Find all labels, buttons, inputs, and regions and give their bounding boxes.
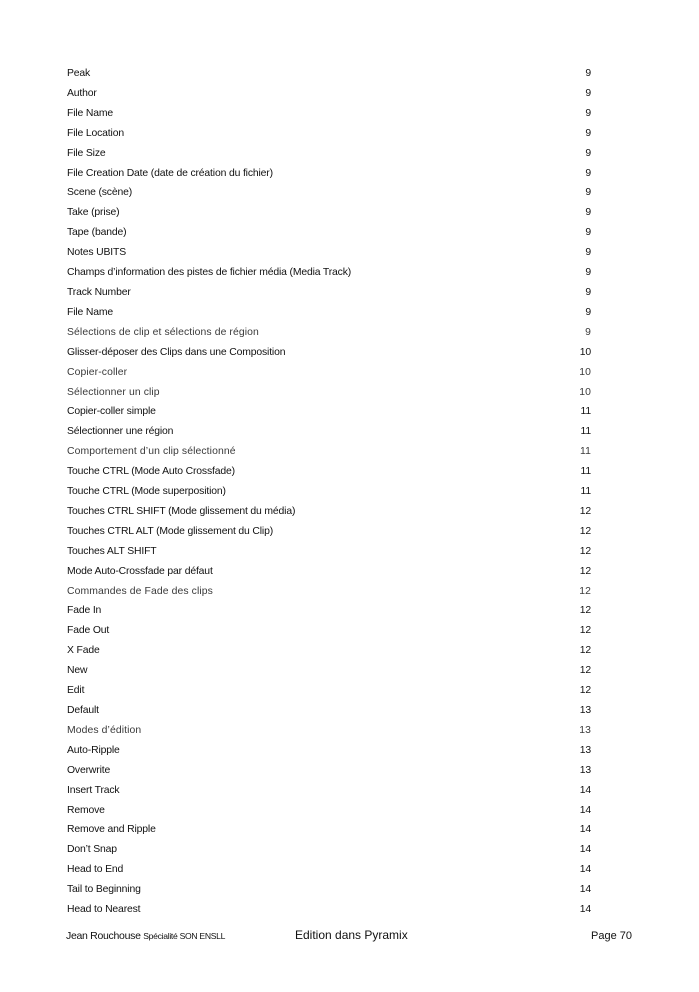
toc-entry-label: Copier-coller simple bbox=[67, 406, 156, 418]
toc-entry-label: Modes d’édition bbox=[67, 724, 142, 736]
toc-entry-page-number: 9 bbox=[585, 147, 591, 159]
toc-entry-label: Head to Nearest bbox=[67, 904, 141, 916]
toc-entry-page-number: 9 bbox=[585, 127, 591, 139]
toc-entry-label: Touche CTRL (Mode Auto Crossfade) bbox=[67, 466, 235, 478]
footer-subtitle: Spécialité SON ENSLL bbox=[143, 931, 226, 941]
toc-entry[interactable] bbox=[67, 283, 591, 303]
toc-entry-page-number: 11 bbox=[580, 426, 591, 438]
toc-entry-page-number: 14 bbox=[579, 864, 591, 876]
table-of-contents bbox=[67, 64, 591, 920]
toc-entry-label: Glisser-déposer des Clips dans une Composition bbox=[67, 346, 286, 358]
toc-entry-label: File Name bbox=[67, 306, 113, 318]
toc-entry-page-number: 11 bbox=[580, 466, 591, 478]
toc-entry-page-number: 9 bbox=[585, 286, 591, 298]
toc-entry-label: Track Number bbox=[67, 286, 131, 298]
toc-entry[interactable] bbox=[67, 820, 591, 840]
toc-entry-page-number: 12 bbox=[579, 605, 591, 617]
toc-entry[interactable] bbox=[67, 124, 591, 144]
footer-author: Jean Rouchouse bbox=[66, 930, 141, 942]
toc-entry[interactable] bbox=[67, 542, 591, 562]
toc-entry-label: Touche CTRL (Mode superposition) bbox=[67, 486, 226, 498]
toc-entry-label: Remove bbox=[67, 804, 105, 816]
toc-entry[interactable] bbox=[67, 641, 591, 661]
toc-entry-page-number: 9 bbox=[585, 68, 591, 79]
toc-entry-label: Copier-coller bbox=[67, 366, 128, 378]
footer-document-title: Edition dans Pyramix bbox=[295, 928, 408, 942]
toc-entry-label: Auto-Ripple bbox=[67, 744, 120, 756]
toc-entry-page-number: 10 bbox=[579, 366, 591, 378]
toc-entry-label: Tape (bande) bbox=[67, 227, 127, 239]
toc-entry-label: Comportement d’un clip sélectionné bbox=[67, 446, 236, 458]
toc-entry-label: X Fade bbox=[67, 645, 100, 657]
toc-entry-label: Commandes de Fade des clips bbox=[67, 585, 213, 597]
toc-entry-page-number: 14 bbox=[579, 824, 591, 836]
toc-entry-page-number: 14 bbox=[579, 844, 591, 856]
toc-entry-label: Sélectionner un clip bbox=[67, 386, 160, 398]
toc-entry[interactable] bbox=[67, 84, 591, 104]
toc-entry-label: Edit bbox=[67, 685, 85, 697]
toc-entry[interactable] bbox=[67, 323, 591, 343]
toc-entry[interactable] bbox=[67, 203, 591, 223]
toc-entry[interactable] bbox=[67, 880, 591, 900]
toc-entry-page-number: 12 bbox=[579, 685, 591, 697]
toc-entry[interactable] bbox=[67, 502, 591, 522]
toc-entry-label: File Location bbox=[67, 127, 124, 139]
toc-entry-page-number: 9 bbox=[585, 87, 591, 99]
toc-entry[interactable] bbox=[67, 303, 591, 323]
toc-entry[interactable] bbox=[67, 801, 591, 821]
toc-entry[interactable] bbox=[67, 363, 591, 383]
toc-entry-page-number: 9 bbox=[585, 227, 591, 239]
toc-entry-label: Mode Auto-Crossfade par défaut bbox=[67, 565, 213, 577]
toc-entry-label: Take (prise) bbox=[67, 207, 120, 219]
toc-entry-page-number: 12 bbox=[579, 525, 591, 537]
toc-entry-label: Sélectionner une région bbox=[67, 426, 174, 438]
toc-entry-page-number: 11 bbox=[580, 406, 591, 418]
toc-entry-page-number: 12 bbox=[579, 625, 591, 637]
toc-entry-page-number: 11 bbox=[580, 486, 591, 498]
toc-entry-page-number: 14 bbox=[579, 904, 591, 916]
toc-entry-page-number: 9 bbox=[585, 107, 591, 119]
toc-entry-page-number: 13 bbox=[579, 705, 591, 716]
toc-entry-label: Sélections de clip et sélections de région bbox=[67, 326, 259, 338]
toc-entry-page-number: 9 bbox=[585, 187, 591, 199]
toc-entry-label: Author bbox=[67, 87, 97, 99]
toc-entry[interactable] bbox=[67, 522, 591, 542]
page-footer bbox=[0, 925, 699, 947]
toc-entry[interactable] bbox=[67, 562, 591, 582]
toc-entry[interactable] bbox=[67, 681, 591, 701]
toc-entry-page-number: 9 bbox=[585, 326, 591, 338]
toc-entry-label: Scene (scène) bbox=[67, 187, 133, 199]
toc-entry-page-number: 12 bbox=[579, 585, 591, 597]
footer-page-number: Page 70 bbox=[591, 930, 632, 942]
toc-entry-label: Overwrite bbox=[67, 764, 111, 776]
toc-entry-label: Fade Out bbox=[67, 625, 110, 637]
toc-entry-page-number: 9 bbox=[585, 267, 591, 279]
toc-entry-page-number: 12 bbox=[579, 545, 591, 557]
toc-entry-label: Remove and Ripple bbox=[67, 824, 156, 836]
toc-entry[interactable] bbox=[67, 422, 591, 442]
toc-entry-label: Don’t Snap bbox=[67, 844, 117, 856]
toc-entry-label: Peak bbox=[67, 68, 91, 79]
toc-entry-page-number: 13 bbox=[579, 744, 591, 756]
toc-entry[interactable] bbox=[67, 701, 591, 721]
toc-entry-page-number: 12 bbox=[579, 665, 591, 677]
toc-entry-label: Champs d’information des pistes de fichier média (Media Track) bbox=[67, 267, 352, 279]
toc-entry[interactable] bbox=[67, 263, 591, 283]
toc-entry-label: Fade In bbox=[67, 605, 102, 617]
toc-entry-page-number: 10 bbox=[579, 346, 591, 358]
toc-entry-label: Notes UBITS bbox=[67, 247, 126, 259]
toc-entry-label: File Name bbox=[67, 107, 113, 119]
toc-entry[interactable] bbox=[67, 582, 591, 602]
toc-entry[interactable] bbox=[67, 383, 591, 403]
toc-entry[interactable] bbox=[67, 144, 591, 164]
toc-entry[interactable] bbox=[67, 402, 591, 422]
toc-entry-label: Touches CTRL ALT (Mode glissement du Clip) bbox=[67, 525, 274, 537]
toc-entry[interactable] bbox=[67, 661, 591, 681]
toc-entry-page-number: 9 bbox=[585, 207, 591, 219]
toc-entry-label: File Size bbox=[67, 147, 106, 159]
toc-entry[interactable] bbox=[67, 601, 591, 621]
toc-entry-page-number: 14 bbox=[579, 784, 591, 796]
toc-entry[interactable] bbox=[67, 621, 591, 641]
toc-entry[interactable] bbox=[67, 840, 591, 860]
toc-entry[interactable] bbox=[67, 442, 591, 462]
toc-entry-label: Touches CTRL SHIFT (Mode glissement du média) bbox=[67, 505, 296, 517]
toc-entry[interactable] bbox=[67, 860, 591, 880]
toc-entry-label: Insert Track bbox=[67, 784, 120, 796]
toc-entry-page-number: 12 bbox=[579, 645, 591, 657]
toc-entry[interactable] bbox=[67, 104, 591, 124]
toc-entry[interactable] bbox=[67, 223, 591, 243]
footer-author-block bbox=[66, 930, 225, 942]
toc-entry[interactable] bbox=[67, 183, 591, 203]
toc-entry-label: Default bbox=[67, 705, 99, 716]
toc-entry[interactable] bbox=[67, 761, 591, 781]
toc-entry-label: Tail to Beginning bbox=[67, 884, 141, 896]
toc-entry[interactable] bbox=[67, 64, 591, 84]
toc-entry-page-number: 9 bbox=[585, 167, 591, 179]
toc-entry[interactable] bbox=[67, 741, 591, 761]
toc-entry-label: Head to End bbox=[67, 864, 124, 876]
toc-entry-page-number: 11 bbox=[580, 446, 591, 458]
toc-entry[interactable] bbox=[67, 343, 591, 363]
toc-entry-page-number: 12 bbox=[579, 505, 591, 517]
toc-entry-page-number: 10 bbox=[579, 386, 591, 398]
toc-entry[interactable] bbox=[67, 482, 591, 502]
toc-entry[interactable] bbox=[67, 900, 591, 920]
toc-entry-page-number: 9 bbox=[585, 247, 591, 259]
toc-entry-page-number: 9 bbox=[585, 306, 591, 318]
toc-entry[interactable] bbox=[67, 721, 591, 741]
toc-entry[interactable] bbox=[67, 462, 591, 482]
toc-entry[interactable] bbox=[67, 243, 591, 263]
toc-entry-page-number: 14 bbox=[579, 884, 591, 896]
toc-entry-page-number: 13 bbox=[579, 724, 591, 736]
toc-entry[interactable] bbox=[67, 781, 591, 801]
toc-entry-label: File Creation Date (date de création du fichier) bbox=[67, 167, 273, 179]
toc-entry-label: Touches ALT SHIFT bbox=[67, 545, 157, 557]
toc-entry-page-number: 12 bbox=[579, 565, 591, 577]
toc-entry-page-number: 13 bbox=[579, 764, 591, 776]
toc-entry[interactable] bbox=[67, 164, 591, 184]
toc-entry-page-number: 14 bbox=[579, 804, 591, 816]
toc-entry-label: New bbox=[67, 665, 88, 677]
